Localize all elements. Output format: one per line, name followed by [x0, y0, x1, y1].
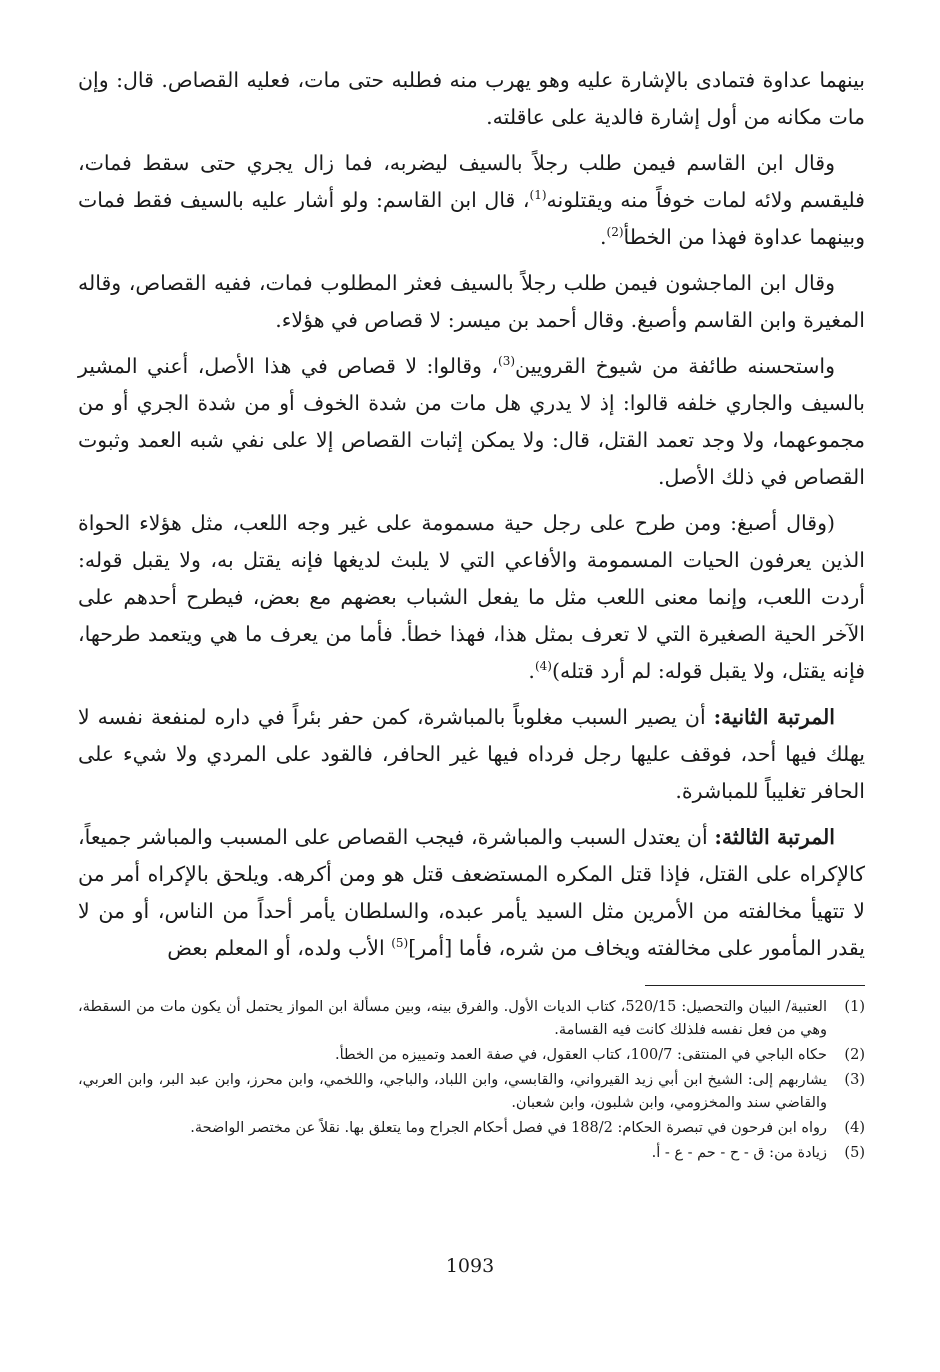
- paragraph-2: وقال ابن القاسم فيمن طلب رجلاً بالسيف ليضربه، فما زال يجري حتى سقط فمات، فليقسم ولائه لمات خوفاً منه ويقتلونه$^{(1)}$، قال ابن القاسم: ولو أشار عليه بالسيف فقط فمات وبينهما عداوة فهذا من الخطأ$^{(2)}$.: [78, 151, 865, 249]
- footnote-ref-1: (1): [529, 188, 547, 203]
- footnote-ref-2: (2): [606, 225, 624, 240]
- paragraph-1: بينهما عداوة فتمادى بالإشارة عليه وهو يهرب منه فطلبه حتى مات، فعليه القصاص. قال: وإن مات مكانه من أول إشارة فالدية على عاقلته.: [78, 68, 865, 129]
- footnote-ref-4: (4): [534, 659, 552, 674]
- footnote-ref-3: (3): [498, 354, 516, 369]
- footnote-item: [78, 1142, 865, 1165]
- footnote-item: [78, 1117, 865, 1140]
- footnote-text: العتبية/ البيان والتحصيل: 520/15، كتاب الديات الأول. والفرق بينه، وبين مسألة ابن المواز يحتمل أن يكون مات من السقطة، وهي من فعل نفسه فلذلك كانت فيه القسامة.: [78, 999, 827, 1038]
- footnote-number: (1): [844, 999, 865, 1015]
- footnote-text: رواه ابن فرحون في تبصرة الحكام: 188/2 في فصل أحكام الجراح وما يتعلق بها. نقلاً عن مختصر الواضحة.: [190, 1120, 827, 1136]
- paragraph-3: وقال ابن الماجشون فيمن طلب رجلاً بالسيف فعثر المطلوب فمات، ففيه القصاص، وقاله المغيرة وابن القاسم وأصبغ. وقال أحمد بن ميسر: لا قصاص في هؤلاء.: [78, 271, 865, 332]
- footnote-separator: [645, 985, 865, 986]
- paragraph-6: المرتبة الثانية: أن يصير السبب مغلوباً بالمباشرة، كمن حفر بئراً في داره لمنفعة نفسه لا يهلك فيها أحد، فوقف عليها رجل فرداه فيها غير الحافر، فالقود على المردي ولا شيء على الحافر تغليباً للمباشرة.: [78, 705, 865, 803]
- paragraph-4: واستحسنه طائفة من شيوخ القرويين$^{(3)}$، وقالوا: لا قصاص في هذا الأصل، أعني المشير بالسيف والجاري خلفه قالوا: إذ لا يدري هل مات من شدة الخوف أو من شدة الجري أو من مجموعهما، ولا وجد تعمد القتل، قال: ولا يمكن إثبات القصاص إلا على نفي شبه العمد وثبوت القصاص في ذلك الأصل.: [78, 354, 865, 489]
- footnote-ref-5: (5): [391, 936, 409, 951]
- footnotes: [78, 996, 865, 1165]
- footnote-text: زيادة من: ق - ح - حم - ع - أ.: [651, 1145, 827, 1161]
- paragraph-5: (وقال أصبغ: ومن طرح على رجل حية مسمومة على غير وجه اللعب، مثل هؤلاء الحواة الذين يعرفون الحيات المسمومة والأفاعي التي لا يلبث لديغها فإنه يقتل به، ولا يقبل قوله: أردت اللعب، وإنما معنى اللعب مثل ما يفعل الشباب بعضهم مع بعض، فيطرح أحدهم على الآخر الحية الصغيرة التي لا تعرف بمثل هذا، فهذا خطأ. فأما من يعرف ما هي ويتعمد طرحها، فإنه يقتل، ولا يقبل قوله: لم أرد قتله)$^{(4)}$.: [78, 511, 865, 683]
- footnote-item: [78, 1044, 865, 1067]
- footnote-item: [78, 1069, 865, 1115]
- footnote-number: (3): [844, 1072, 865, 1088]
- footnote-item: [78, 996, 865, 1042]
- section-lead-third: المرتبة الثالثة:: [714, 825, 835, 849]
- footnote-number: (4): [844, 1120, 865, 1136]
- footnote-text: حكاه الباجي في المنتقى: 100/7، كتاب العقول، في صفة العمد وتمييزه من الخطأ.: [335, 1047, 827, 1063]
- footnote-number: (2): [844, 1047, 865, 1063]
- section-lead-second: المرتبة الثانية:: [713, 705, 835, 729]
- paragraph-7: المرتبة الثالثة: أن يعتدل السبب والمباشرة، فيجب القصاص على المسبب والمباشر جميعاً، كالإكراه على القتل، فإذا قتل المكره المستضعف قتل هو ومن أكرهه. ويلحق بالإكراه أمر من لا تتهيأ مخالفته من الأمرين مثل السيد يأمر عبده، والسلطان يأمر أحداً من الناس، أو من لا يقدر المأمور على مخالفته ويخاف من شره، فأما [أمر]$^{(5)}$ الأب ولده، أو المعلم بعض: [78, 825, 865, 960]
- footnote-number: (5): [844, 1145, 865, 1161]
- page-number: 1093: [445, 1255, 495, 1277]
- footnote-text: يشاربهم إلى: الشيخ ابن أبي زيد القيرواني، والقابسي، وابن اللباد، والباجي، واللخمي، وابن محرز، وابن عبد البر، وابن العربي، والقاضي سند والمخزومي، وابن شلبون، وابن شعبان.: [78, 1072, 827, 1111]
